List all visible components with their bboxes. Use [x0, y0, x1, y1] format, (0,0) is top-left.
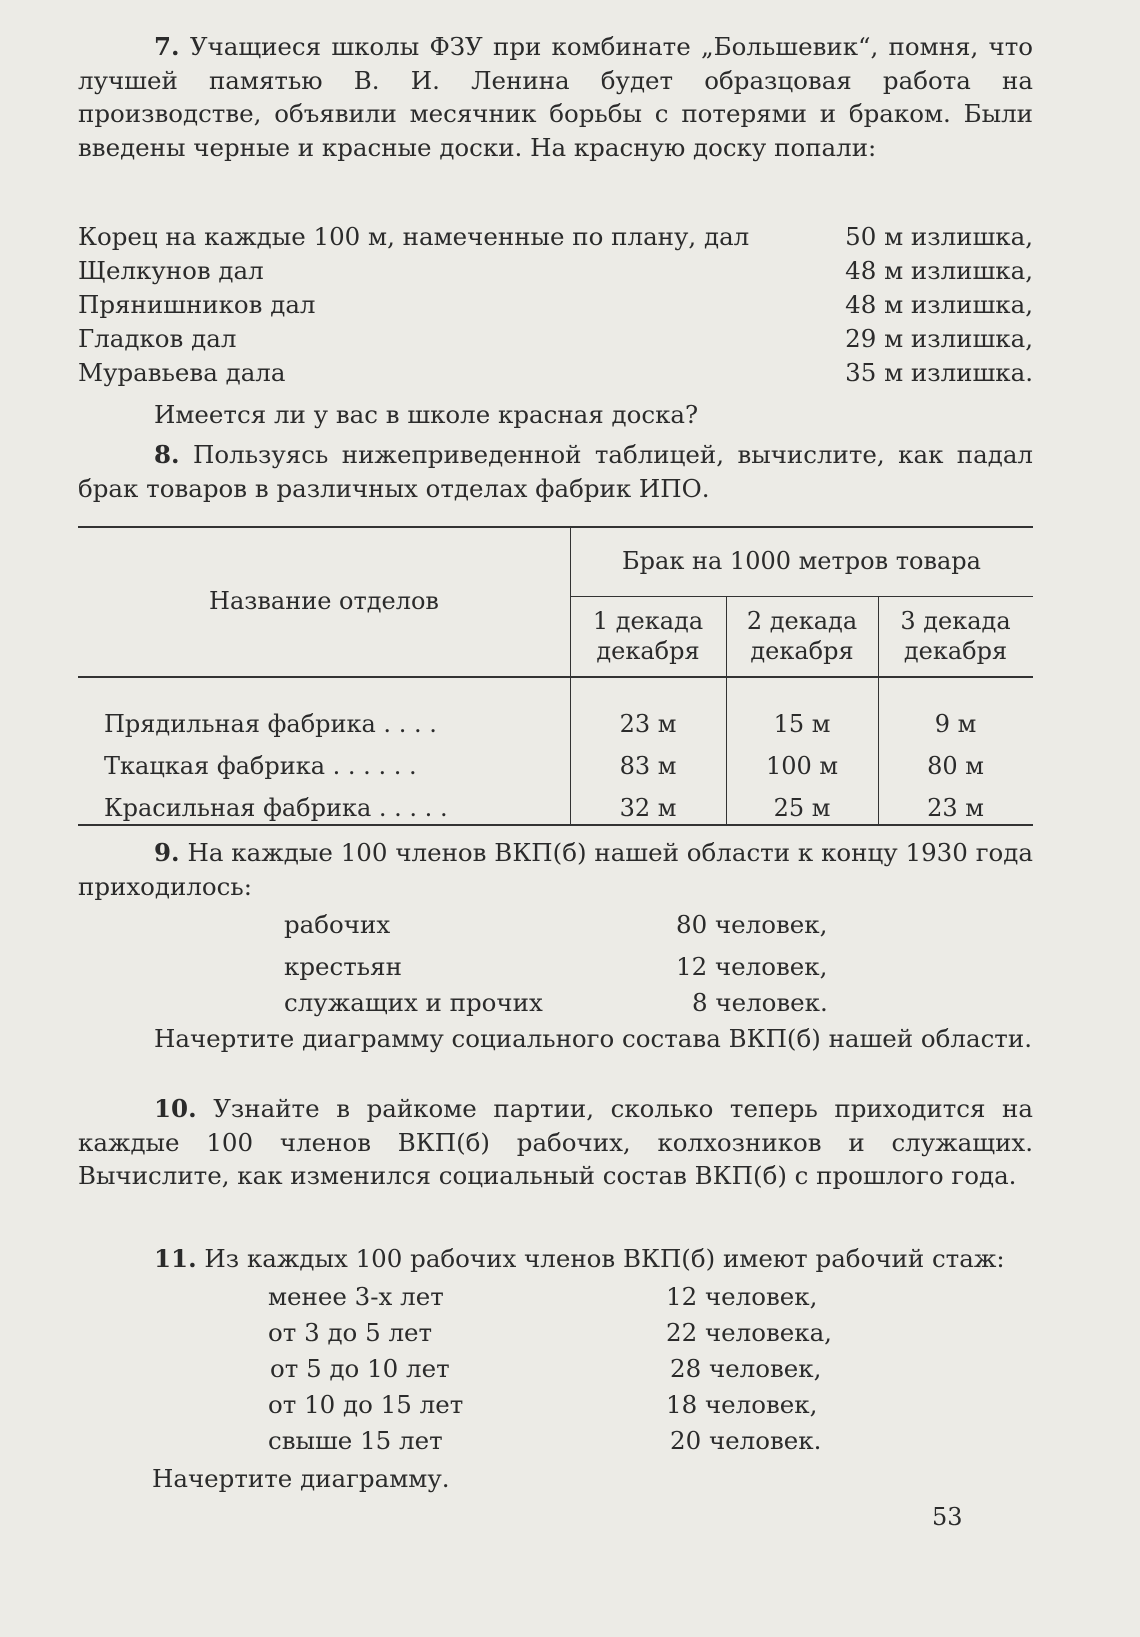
- problem-7-number: 7.: [154, 32, 180, 61]
- item-value: 12 человек,: [676, 952, 828, 981]
- item-label: свыше 15 лет: [268, 1426, 443, 1455]
- table-cell: 23 м: [619, 710, 677, 738]
- surplus-value: 50 м излишка,: [845, 222, 1033, 251]
- decade-header: [570, 606, 726, 666]
- item-value: 18 человек,: [666, 1390, 818, 1419]
- item-value: 20 человек.: [670, 1426, 822, 1455]
- worker-name: Муравьева дала: [78, 358, 286, 387]
- problem-9-body: На каждые 100 членов ВКП(б) нашей области к концу 1930 года приходилось:: [78, 838, 1033, 901]
- table-cell: 25 м: [773, 794, 831, 822]
- table-cell: 80 м: [927, 752, 984, 780]
- decade-line: декабря: [750, 637, 854, 665]
- table-bottom-rule: [78, 824, 1033, 826]
- decade-line: 3 декада: [900, 607, 1011, 635]
- table-top-rule: [78, 526, 1033, 528]
- problem-11-number: 11.: [154, 1244, 197, 1273]
- table-cell: 23 м: [927, 794, 984, 822]
- surplus-value: 48 м излишка,: [845, 256, 1033, 285]
- item-value: 22 человека,: [666, 1318, 832, 1347]
- worker-name: Гладков дал: [78, 324, 237, 353]
- problem-8-body: Пользуясь нижеприведенной таблицей, вычислите, как падал брак товаров в различных отделах фабрик ИПО.: [78, 440, 1033, 503]
- problem-7-text: [78, 30, 1033, 164]
- table-row-dept: Ткацкая фабрика . . . . . .: [104, 752, 417, 780]
- item-value: 12 человек,: [666, 1282, 818, 1311]
- column-group-header: Брак на 1000 метров товара: [622, 547, 981, 575]
- problem-11-text: [78, 1242, 1033, 1276]
- surplus-value: 48 м излишка,: [845, 290, 1033, 319]
- problem-7-question: Имеется ли у вас в школе красная доска?: [154, 400, 699, 429]
- problem-9-task: Начертите диаграмму социального состава ВКП(б) нашей области.: [154, 1024, 1032, 1053]
- item-label: служащих и прочих: [284, 988, 543, 1017]
- item-value: 80 человек,: [676, 910, 828, 939]
- problem-11-task: Начертите диаграмму.: [152, 1464, 450, 1493]
- problem-8-text: [78, 438, 1033, 505]
- table-cell: 15 м: [773, 710, 831, 738]
- item-label: крестьян: [284, 952, 402, 981]
- list-item: [0, 1352, 1140, 1385]
- page-number: 53: [932, 1503, 963, 1531]
- table-cell: 100 м: [765, 752, 839, 780]
- item-label: от 3 до 5 лет: [268, 1318, 433, 1347]
- table-row-dept: Прядильная фабрика . . . .: [104, 710, 437, 738]
- table-cell: 83 м: [619, 752, 677, 780]
- table-cell: 9 м: [934, 710, 977, 738]
- problem-8-number: 8.: [154, 440, 180, 469]
- list-item: [78, 254, 1033, 287]
- decade-header: [726, 606, 878, 666]
- item-label: от 10 до 15 лет: [268, 1390, 464, 1419]
- decade-line: декабря: [596, 637, 700, 665]
- table-header-rule: [78, 676, 1033, 678]
- problem-10-number: 10.: [154, 1094, 197, 1123]
- problem-9-number: 9.: [154, 838, 180, 867]
- worker-name: Прянишников дал: [78, 290, 316, 319]
- item-value: 8 человек.: [692, 988, 828, 1017]
- list-item: [0, 950, 1140, 983]
- worker-name: Щелкунов дал: [78, 256, 264, 285]
- item-label: рабочих: [284, 910, 391, 939]
- surplus-value: 35 м излишка.: [845, 358, 1033, 387]
- table-cell: 32 м: [619, 794, 677, 822]
- item-label: от 5 до 10 лет: [270, 1354, 450, 1383]
- decade-line: декабря: [903, 637, 1008, 665]
- item-value: 28 человек,: [670, 1354, 822, 1383]
- problem-7-body: Учащиеся школы ФЗУ при комбинате „Большевик“, помня, что лучшей памятью В. И. Ленина будет образцовая работа на производстве, объявили месячник борьбы с потерями и браком. Были введены черные и красные доски. На красную доску попали:: [78, 32, 1033, 162]
- worker-name: Корец на каждые 100 м, намеченные по плану, дал: [78, 222, 750, 251]
- column-header-dept: Название отделов: [209, 587, 439, 615]
- problem-10-body: Узнайте в райкоме партии, сколько теперь приходится на каждые 100 членов ВКП(б) рабочих, колхозников и служащих. Вычислите, как изменился социальный состав ВКП(б) с прошлого года.: [78, 1094, 1033, 1190]
- list-item: [78, 288, 1033, 321]
- decade-line: 2 декада: [746, 607, 858, 635]
- list-item: [0, 1424, 1140, 1457]
- list-item: [78, 220, 1033, 253]
- list-item: [0, 908, 1140, 941]
- list-item: [0, 1280, 1140, 1313]
- decade-line: 1 декада: [592, 607, 704, 635]
- list-item: [0, 1316, 1140, 1349]
- problem-10-text: [78, 1092, 1033, 1193]
- problem-11-body: Из каждых 100 рабочих членов ВКП(б) имеют рабочий стаж:: [204, 1244, 1005, 1273]
- table-row-dept: Красильная фабрика . . . . .: [104, 794, 448, 822]
- problem-9-text: [78, 836, 1033, 903]
- surplus-value: 29 м излишка,: [845, 324, 1033, 353]
- list-item: [0, 1388, 1140, 1421]
- decade-header: [878, 606, 1033, 666]
- list-item: [78, 322, 1033, 355]
- item-label: менее 3-х лет: [268, 1282, 444, 1311]
- list-item: [78, 356, 1033, 389]
- list-item: [0, 986, 1140, 1019]
- table-group-rule: [570, 596, 1033, 597]
